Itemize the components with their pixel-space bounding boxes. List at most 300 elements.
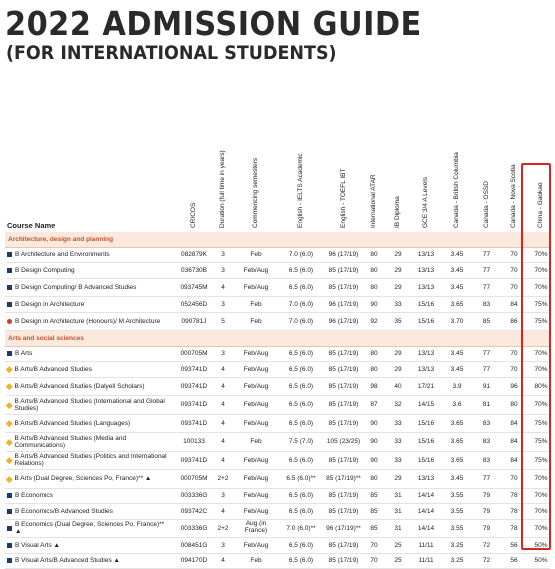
course-name-cell	[5, 504, 171, 519]
table-row	[5, 396, 550, 415]
table-cell: 98	[362, 378, 386, 396]
table-cell: 5	[211, 313, 235, 331]
column-header	[501, 120, 527, 230]
table-cell: 85 (17/19)**	[325, 470, 362, 488]
table-cell: 85 (17/19)	[325, 263, 362, 278]
table-cell: 85 (17/19)	[325, 538, 362, 553]
table-cell: 000705M	[177, 347, 211, 362]
column-header	[277, 120, 325, 230]
table-row	[5, 297, 550, 313]
column-header	[386, 120, 410, 230]
course-name-cell	[5, 452, 171, 470]
course-name-cell	[5, 554, 171, 569]
table-cell: 3.25	[442, 554, 472, 569]
table-cell: 4	[211, 554, 235, 569]
table-cell: 32	[386, 396, 410, 414]
table-cell: 80	[362, 470, 386, 488]
table-cell: 77	[472, 279, 501, 297]
table-cell: 093741D	[177, 452, 211, 470]
table-cell: 3.65	[442, 297, 472, 312]
table-cell: 3.25	[442, 538, 472, 553]
table-cell: 6.5 (6.0)	[277, 263, 325, 278]
course-name-cell	[5, 538, 171, 553]
table-cell: 29	[386, 470, 410, 488]
table-cell: 80	[362, 263, 386, 278]
course-name-cell	[5, 433, 171, 451]
table-cell: 052456D	[177, 297, 211, 312]
table-cell: 96	[501, 378, 527, 396]
course-name-text: B Visual Arts/B Advanced Studies ▲	[15, 557, 120, 564]
table-cell: 093745M	[177, 279, 211, 297]
table-cell: 000705M	[177, 470, 211, 488]
table-cell: 80	[362, 362, 386, 377]
column-header	[177, 120, 211, 230]
table-cell: 6.5 (6.0)	[277, 362, 325, 377]
column-header-label: CRICOS	[190, 203, 197, 228]
course-name-text: B Visual Arts ▲	[15, 542, 60, 549]
table-cell: 13/13	[410, 347, 442, 362]
table-cell: 35	[386, 313, 410, 331]
table-cell: 036730B	[177, 263, 211, 278]
square-bullet-icon	[7, 285, 12, 290]
table-row	[5, 378, 550, 397]
table-cell: 50%	[527, 538, 555, 553]
table-cell: 3.45	[442, 470, 472, 488]
table-cell: 6.5 (6.0)	[277, 279, 325, 297]
table-cell: 3	[211, 297, 235, 312]
table-cell: 3.9	[442, 378, 472, 396]
table-cell: 3.55	[442, 520, 472, 538]
table-cell: 70%	[527, 263, 555, 278]
table-cell: 6.5 (6.0)	[277, 452, 325, 470]
course-name-cell	[5, 248, 171, 263]
table-cell: 70	[362, 538, 386, 553]
table-cell: 96 (17/19)	[325, 297, 362, 312]
course-name-cell	[5, 297, 171, 312]
diamond-bullet-icon	[6, 402, 12, 408]
column-header-label: China - Gaokao	[537, 182, 544, 228]
table-row	[5, 347, 550, 363]
table-cell: 3.45	[442, 347, 472, 362]
table-cell: 25	[386, 554, 410, 569]
table-cell: 77	[472, 362, 501, 377]
table-cell: 008451G	[177, 538, 211, 553]
table-cell: Feb/Aug	[235, 279, 277, 297]
table-cell: 85 (17/19)	[325, 396, 362, 414]
table-cell: 4	[211, 415, 235, 433]
course-name-text: B Arts/B Advanced Studies (Media and Communications)	[15, 435, 172, 449]
column-header-label: Canada - British Columbia	[453, 152, 460, 228]
table-cell: Feb/Aug	[235, 347, 277, 362]
table-cell: 15/16	[410, 415, 442, 433]
table-cell: 75%	[527, 297, 555, 312]
table-cell: 70%	[527, 489, 555, 504]
table-cell: 6.5 (6.0)	[277, 538, 325, 553]
table-cell: 70%	[527, 248, 555, 263]
course-name-text: B Design Computing	[15, 267, 75, 274]
column-header	[472, 120, 501, 230]
table-cell: 72	[472, 538, 501, 553]
table-cell: 3.65	[442, 452, 472, 470]
table-cell: 3	[211, 489, 235, 504]
square-bullet-icon	[7, 252, 12, 257]
table-cell: 90	[362, 415, 386, 433]
table-cell: 85 (17/19)	[325, 362, 362, 377]
table-row	[5, 520, 550, 539]
table-cell: 3.55	[442, 489, 472, 504]
table-cell: 11/11	[410, 538, 442, 553]
table-cell: 83	[472, 452, 501, 470]
course-name-cell	[5, 378, 171, 396]
table-cell: 80	[362, 347, 386, 362]
table-cell: 3.45	[442, 263, 472, 278]
table-cell: 75%	[527, 452, 555, 470]
column-header-label: Duration (full time in years)	[219, 150, 226, 228]
table-cell: 70	[501, 362, 527, 377]
table-cell: 56	[501, 554, 527, 569]
table-cell: 84	[501, 452, 527, 470]
table-cell: 85 (17/19)	[325, 378, 362, 396]
table-cell: 87	[362, 396, 386, 414]
course-name-text: B Architecture and Environments	[15, 251, 110, 258]
course-name-cell	[5, 347, 171, 362]
table-cell: 29	[386, 362, 410, 377]
table-cell: 70	[501, 248, 527, 263]
table-cell: Feb/Aug	[235, 378, 277, 396]
table-cell: 70	[501, 470, 527, 488]
table-cell: Feb	[235, 433, 277, 451]
table-cell: 33	[386, 297, 410, 312]
course-name-cell	[5, 396, 171, 414]
course-name-cell	[5, 520, 171, 538]
table-cell: 090781J	[177, 313, 211, 331]
table-cell: 33	[386, 415, 410, 433]
table-row	[5, 433, 550, 452]
column-header	[211, 120, 235, 230]
table-cell: 29	[386, 347, 410, 362]
table-cell: 13/13	[410, 279, 442, 297]
column-header-label: Commencing semesters	[252, 158, 259, 228]
table-cell: 100133	[177, 433, 211, 451]
table-cell: 3.65	[442, 433, 472, 451]
table-cell: 4	[211, 378, 235, 396]
table-cell: 14/14	[410, 489, 442, 504]
table-row	[5, 504, 550, 520]
table-cell: 4	[211, 452, 235, 470]
table-cell: 3.55	[442, 504, 472, 519]
square-bullet-icon	[7, 509, 12, 514]
course-name-header: Course Name	[7, 221, 55, 230]
table-cell: 7.0 (6.0)	[277, 313, 325, 331]
table-row	[5, 554, 550, 569]
table-cell: 29	[386, 279, 410, 297]
table-cell: 83	[472, 433, 501, 451]
table-cell: 29	[386, 248, 410, 263]
column-header-label: Canada - Nova Scotia	[510, 164, 517, 228]
table-cell: 70	[362, 554, 386, 569]
table-cell: 90	[362, 433, 386, 451]
table-cell: 15/16	[410, 313, 442, 331]
diamond-bullet-icon	[6, 420, 12, 426]
table-cell: 85 (17/19)	[325, 489, 362, 504]
table-cell: 90	[362, 297, 386, 312]
table-cell: 13/13	[410, 362, 442, 377]
course-name-text: B Economics (Dual Degree, Sciences Po, France)** ▲	[15, 521, 171, 535]
table-cell: Feb	[235, 554, 277, 569]
table-cell: 6.5 (6.0)	[277, 489, 325, 504]
table-cell: 96 (17/19)**	[325, 520, 362, 538]
table-cell: 14/15	[410, 396, 442, 414]
table-cell: Feb/Aug	[235, 263, 277, 278]
table-cell: 86	[501, 313, 527, 331]
table-row	[5, 263, 550, 279]
table-cell: 6.5 (6.0)	[277, 378, 325, 396]
course-name-text: B Economics/B Advanced Studies	[15, 508, 113, 515]
column-header	[442, 120, 472, 230]
column-header	[410, 120, 442, 230]
table-cell: 25	[386, 538, 410, 553]
square-bullet-icon	[7, 493, 12, 498]
table-cell: 31	[386, 504, 410, 519]
table-cell: 81	[472, 396, 501, 414]
table-cell: 6.5 (6.0)	[277, 396, 325, 414]
table-cell: 6.5 (6.0)	[277, 554, 325, 569]
page-title: 2022 ADMISSION GUIDE	[5, 4, 422, 43]
square-bullet-icon	[7, 268, 12, 273]
table-cell: 92	[362, 313, 386, 331]
table-cell: 4	[211, 504, 235, 519]
table-cell: Feb/Aug	[235, 470, 277, 488]
table-cell: 70%	[527, 470, 555, 488]
course-name-text: B Arts/B Advanced Studies (Languages)	[15, 420, 131, 427]
table-cell: 31	[386, 489, 410, 504]
table-cell: 70%	[527, 279, 555, 297]
course-name-cell	[5, 470, 171, 488]
table-cell: 91	[472, 378, 501, 396]
table-cell: 77	[472, 470, 501, 488]
square-bullet-icon	[7, 302, 12, 307]
course-name-text: B Arts	[15, 350, 32, 357]
table-cell: 85 (17/19)	[325, 347, 362, 362]
table-cell: 13/13	[410, 248, 442, 263]
table-cell: 3.45	[442, 362, 472, 377]
table-cell: Aug (in France)	[235, 520, 277, 538]
course-name-text: B Arts/B Advanced Studies (Dalyell Scholars)	[15, 383, 145, 390]
table-cell: 84	[501, 415, 527, 433]
course-name-text: B Design in Architecture (Honours)/ M Architecture	[15, 318, 160, 325]
course-name-text: B Arts/B Advanced Studies	[15, 366, 92, 373]
table-cell: 4	[211, 396, 235, 414]
course-name-text: B Arts/B Advanced Studies (International and Global Studies)	[15, 398, 172, 412]
table-cell: 80%	[527, 378, 555, 396]
table-cell: 56	[501, 538, 527, 553]
table-cell: 31	[386, 520, 410, 538]
course-name-text: B Design in Architecture	[15, 301, 84, 308]
table-cell: Feb/Aug	[235, 538, 277, 553]
table-cell: 70%	[527, 520, 555, 538]
table-cell: 14/14	[410, 520, 442, 538]
section-title: Arts and social sciences	[5, 331, 171, 346]
diamond-bullet-icon	[6, 439, 12, 445]
table-row	[5, 452, 550, 471]
course-name-text: B Arts/B Advanced Studies (Politics and International Relations)	[15, 453, 172, 467]
table-cell: 96 (17/19)	[325, 248, 362, 263]
table-cell: 77	[472, 347, 501, 362]
table-cell: 3.45	[442, 279, 472, 297]
table-cell: 70	[501, 279, 527, 297]
table-cell: Feb/Aug	[235, 452, 277, 470]
diamond-bullet-icon	[6, 366, 12, 372]
diamond-bullet-icon	[6, 457, 12, 463]
table-cell: 70	[501, 347, 527, 362]
table-cell: 72	[472, 554, 501, 569]
table-cell: 2+2	[211, 470, 235, 488]
table-cell: 7.0 (6.0)	[277, 248, 325, 263]
square-bullet-icon	[7, 543, 12, 548]
column-header-label: GCE 3/4 A Levels	[422, 177, 429, 228]
table-row	[5, 415, 550, 434]
diamond-bullet-icon	[6, 476, 12, 482]
square-bullet-icon	[7, 526, 12, 531]
table-cell: 13/13	[410, 263, 442, 278]
table-cell: 75%	[527, 433, 555, 451]
table-cell: 4	[211, 279, 235, 297]
table-cell: 85 (17/19)	[325, 452, 362, 470]
table-cell: 80	[362, 279, 386, 297]
table-cell: 85 (17/19)	[325, 279, 362, 297]
course-name-cell	[5, 263, 171, 278]
table-cell: 13/13	[410, 470, 442, 488]
table-cell: 85	[362, 504, 386, 519]
table-cell: 093742C	[177, 504, 211, 519]
table-cell: 70%	[527, 347, 555, 362]
table-cell: Feb/Aug	[235, 489, 277, 504]
diamond-bullet-icon	[6, 383, 12, 389]
table-row	[5, 279, 550, 298]
table-cell: 50%	[527, 554, 555, 569]
table-cell: Feb	[235, 313, 277, 331]
course-name-cell	[5, 313, 171, 331]
column-header-label: Canada - OSSD	[483, 181, 490, 228]
table-cell: 80	[501, 396, 527, 414]
page-subtitle: (FOR INTERNATIONAL STUDENTS)	[6, 42, 337, 64]
table-cell: 90	[362, 452, 386, 470]
table-cell: 4	[211, 433, 235, 451]
section-title: Architecture, design and planning	[5, 232, 171, 247]
table-cell: 85	[362, 520, 386, 538]
table-row	[5, 470, 550, 489]
table-row	[5, 489, 550, 505]
course-name-text: B Design Computing/ B Advanced Studies	[15, 284, 136, 291]
table-cell: 3.45	[442, 248, 472, 263]
table-cell: 14/14	[410, 504, 442, 519]
table-cell: 85 (17/19)	[325, 554, 362, 569]
table-row	[5, 313, 550, 332]
table-cell: 78	[501, 489, 527, 504]
table-cell: 003336G	[177, 520, 211, 538]
table-cell: 093741D	[177, 378, 211, 396]
table-cell: 79	[472, 504, 501, 519]
table-cell: 70%	[527, 504, 555, 519]
table-cell: 85 (17/19)	[325, 415, 362, 433]
table-cell: 105 (23/25)	[325, 433, 362, 451]
course-name-cell	[5, 362, 171, 377]
table-cell: 6.5 (6.0)	[277, 347, 325, 362]
admission-table	[5, 232, 550, 569]
table-cell: 85	[362, 489, 386, 504]
table-cell: 75%	[527, 313, 555, 331]
table-cell: 093741D	[177, 362, 211, 377]
column-header-label: IB Diploma	[394, 196, 401, 228]
section-header-row	[5, 331, 550, 347]
table-cell: 33	[386, 452, 410, 470]
table-cell: 093741D	[177, 415, 211, 433]
table-cell: Feb/Aug	[235, 504, 277, 519]
table-cell: 4	[211, 362, 235, 377]
table-cell: 082879K	[177, 248, 211, 263]
table-cell: Feb/Aug	[235, 362, 277, 377]
table-cell: 29	[386, 263, 410, 278]
course-name-text: B Arts (Dual Degree, Sciences Po, France)** ▲	[15, 475, 152, 482]
table-cell: 15/16	[410, 433, 442, 451]
table-cell: 84	[501, 433, 527, 451]
course-name-cell	[5, 489, 171, 504]
table-cell: Feb/Aug	[235, 415, 277, 433]
table-cell: 2+2	[211, 520, 235, 538]
table-cell: 6.5 (6.0)	[277, 415, 325, 433]
table-cell: 83	[472, 415, 501, 433]
table-cell: Feb	[235, 297, 277, 312]
table-cell: 79	[472, 520, 501, 538]
table-cell: 15/16	[410, 297, 442, 312]
column-header	[527, 120, 555, 230]
table-cell: 83	[472, 297, 501, 312]
table-cell: 70%	[527, 396, 555, 414]
table-cell: 17/21	[410, 378, 442, 396]
table-cell: Feb/Aug	[235, 396, 277, 414]
table-cell: 85	[472, 313, 501, 331]
table-cell: 7.5 (7.0)	[277, 433, 325, 451]
table-cell: 77	[472, 248, 501, 263]
table-cell: 70%	[527, 362, 555, 377]
table-cell: 3.65	[442, 415, 472, 433]
table-cell: 003336G	[177, 489, 211, 504]
course-name-cell	[5, 415, 171, 433]
table-cell: 78	[501, 520, 527, 538]
table-cell: 84	[501, 297, 527, 312]
table-cell: 6.5 (6.0)	[277, 504, 325, 519]
table-cell: 75%	[527, 415, 555, 433]
course-name-cell	[5, 279, 171, 297]
column-header-label: International ATAR	[370, 174, 377, 228]
table-cell: 77	[472, 263, 501, 278]
table-cell: 85 (17/19)	[325, 504, 362, 519]
table-cell: 3	[211, 347, 235, 362]
table-row	[5, 362, 550, 378]
table-cell: 7.0 (6.0)**	[277, 520, 325, 538]
column-header	[325, 120, 362, 230]
table-cell: Feb	[235, 248, 277, 263]
table-cell: 96 (17/19)	[325, 313, 362, 331]
table-cell: 3	[211, 538, 235, 553]
table-cell: 79	[472, 489, 501, 504]
table-cell: 7.0 (6.0)	[277, 297, 325, 312]
table-cell: 33	[386, 433, 410, 451]
column-header-label: English - TOEFL IBT	[340, 169, 347, 228]
table-row	[5, 248, 550, 264]
column-header	[362, 120, 386, 230]
table-cell: 3.70	[442, 313, 472, 331]
